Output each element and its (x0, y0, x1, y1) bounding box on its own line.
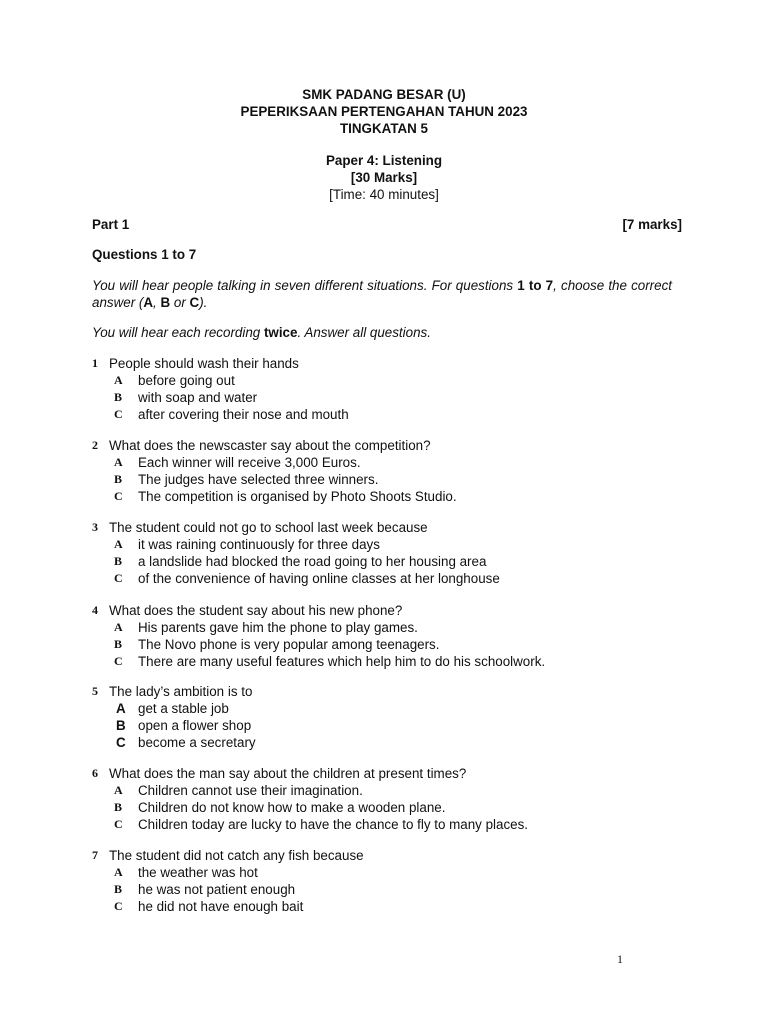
question-text: The lady’s ambition is to (109, 684, 253, 699)
question-stem (92, 683, 692, 700)
option-letter: A (116, 701, 126, 716)
option-letter: C (114, 654, 123, 668)
option-b (92, 389, 692, 406)
option-b (92, 717, 692, 734)
instruction-text: You will hear people talking in seven different situations. For questions (92, 278, 518, 293)
option-letter: A (114, 865, 123, 879)
page-number: 1 (617, 952, 623, 966)
option-letter: C (114, 407, 123, 421)
option-letter: C (114, 489, 123, 503)
question-text: The student did not catch any fish because (109, 848, 364, 863)
instruction-paragraph-1 (92, 277, 672, 311)
part-header (92, 216, 682, 233)
option-a (92, 700, 692, 717)
option-text: The competition is organised by Photo Shoots Studio. (138, 489, 457, 504)
option-text: it was raining continuously for three days (138, 537, 380, 552)
question-6 (92, 765, 692, 833)
exam-title: PEPERIKSAAN PERTENGAHAN TAHUN 2023 (240, 104, 528, 119)
question-7 (92, 847, 692, 915)
option-letter: A (114, 783, 123, 797)
paper-time: [Time: 40 minutes] (329, 187, 439, 202)
option-letter: B (114, 472, 123, 486)
option-text: he did not have enough bait (138, 899, 304, 914)
question-stem (92, 847, 692, 864)
option-b (92, 881, 692, 898)
option-c (92, 816, 692, 833)
option-text: His parents gave him the phone to play games. (138, 620, 418, 635)
instruction-text: . Answer all questions. (297, 325, 431, 340)
question-4 (92, 602, 692, 670)
option-a (92, 372, 692, 389)
option-letter: B (114, 637, 123, 651)
question-text: What does the man say about the children at present times? (109, 766, 467, 781)
option-text: he was not patient enough (138, 882, 296, 897)
questions-heading: Questions 1 to 7 (92, 247, 197, 262)
instruction-question-range: 1 to 7 (517, 278, 554, 293)
question-text: People should wash their hands (109, 356, 299, 371)
part-label: Part 1 (92, 217, 130, 232)
option-c (92, 488, 692, 505)
option-letter: B (114, 800, 123, 814)
option-text: Children today are lucky to have the chance to fly to many places. (138, 817, 529, 832)
option-a (92, 619, 692, 636)
instruction-emphasis: twice (263, 325, 298, 340)
instruction-option-b: B (160, 295, 171, 310)
option-letter: C (114, 899, 123, 913)
option-text: a landslide had blocked the road going to her housing area (138, 554, 487, 569)
option-a (92, 454, 692, 471)
option-c (92, 406, 692, 423)
option-b (92, 471, 692, 488)
form-level: TINGKATAN 5 (339, 121, 429, 136)
paper-marks: [30 Marks] (350, 170, 418, 185)
option-text: Children do not know how to make a wooden plane. (138, 800, 446, 815)
option-text: open a flower shop (138, 718, 252, 733)
option-letter: A (114, 455, 123, 469)
question-1 (92, 355, 692, 423)
instruction-text: , choose the correct answer ( (92, 278, 673, 310)
question-number: 7 (92, 848, 98, 862)
question-text: The student could not go to school last week because (109, 520, 428, 535)
option-b (92, 636, 692, 653)
instruction-text: You will hear each recording (92, 325, 264, 340)
option-text: There are many useful features which help him to do his schoolwork. (138, 654, 546, 669)
option-text: The judges have selected three winners. (138, 472, 379, 487)
option-letter: C (116, 735, 126, 750)
option-letter: B (114, 390, 123, 404)
question-text: What does the student say about his new phone? (109, 603, 403, 618)
option-letter: A (114, 537, 123, 551)
instruction-text: ). (199, 295, 208, 310)
option-letter: A (114, 620, 123, 634)
option-a (92, 782, 692, 799)
option-b (92, 799, 692, 816)
question-number: 2 (92, 438, 98, 452)
question-5 (92, 683, 692, 751)
question-stem (92, 355, 692, 372)
option-a (92, 536, 692, 553)
option-c (92, 653, 692, 670)
option-text: after covering their nose and mouth (138, 407, 349, 422)
option-letter: B (114, 882, 123, 896)
question-3 (92, 519, 692, 587)
question-number: 5 (92, 684, 98, 698)
question-number: 3 (92, 520, 98, 534)
question-stem (92, 519, 692, 536)
school-name: SMK PADANG BESAR (U) (302, 87, 466, 102)
option-letter: C (114, 817, 123, 831)
option-letter: A (114, 373, 123, 387)
question-number: 1 (92, 356, 98, 370)
option-text: the weather was hot (138, 865, 258, 880)
question-stem (92, 437, 692, 454)
option-letter: C (114, 571, 123, 585)
question-number: 6 (92, 766, 98, 780)
option-letter: B (114, 554, 123, 568)
option-text: with soap and water (138, 390, 258, 405)
instruction-separator: , (153, 295, 161, 310)
option-text: The Novo phone is very popular among teenagers. (138, 637, 440, 652)
part-marks: [7 marks] (622, 217, 682, 232)
instruction-option-a: A (143, 295, 154, 310)
exam-header (0, 86, 768, 137)
question-stem (92, 602, 692, 619)
option-b (92, 553, 692, 570)
paper-info (0, 152, 768, 203)
question-stem (92, 765, 692, 782)
instruction-paragraph-2 (92, 324, 672, 341)
question-text: What does the newscaster say about the competition? (109, 438, 431, 453)
option-c (92, 734, 692, 751)
option-text: before going out (138, 373, 235, 388)
option-a (92, 864, 692, 881)
option-c (92, 898, 692, 915)
instruction-option-c: C (189, 295, 200, 310)
option-text: Children cannot use their imagination. (138, 783, 363, 798)
paper-title: Paper 4: Listening (325, 153, 443, 168)
option-text: get a stable job (138, 701, 229, 716)
instruction-separator: or (170, 295, 190, 310)
question-2 (92, 437, 692, 505)
option-c (92, 570, 692, 587)
question-number: 4 (92, 603, 98, 617)
option-text: Each winner will receive 3,000 Euros. (138, 455, 361, 470)
option-text: of the convenience of having online classes at her longhouse (138, 571, 500, 586)
option-letter: B (116, 718, 126, 733)
option-text: become a secretary (138, 735, 256, 750)
